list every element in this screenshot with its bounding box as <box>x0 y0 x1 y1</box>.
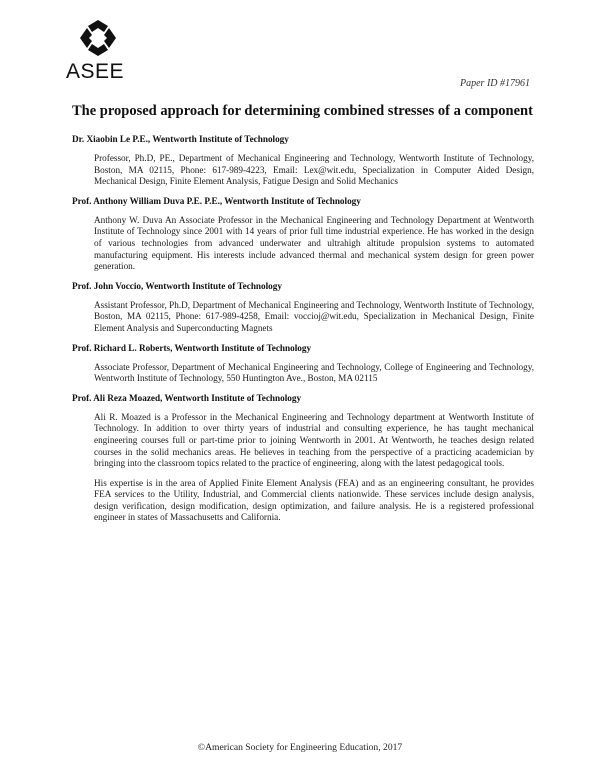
author-name: Prof. Ali Reza Moazed, Wentworth Institute of Technology <box>72 392 302 403</box>
asee-logo-icon <box>78 20 118 56</box>
logo-text: ASEE <box>66 60 125 83</box>
author-block-moazed <box>72 393 534 524</box>
author-bio: Assistant Professor, Ph.D, Department of Mechanical Engineering and Technology, Wentworth Institute of Technology, Boston, MA 02115, Phone: 617-989-4258, Email: voccioj@wit.edu, Specialization in Mechanical Design, Finite Element Analysis and Superconducting Magnets <box>94 299 534 333</box>
author-bio: Anthony W. Duva An Associate Professor in the Mechanical Engineering and Technology Department at Wentworth Institute of Technology since 2001 with 14 years of prior full time industrial experience. He has worked in the design of various technologies from advanced underwater and ultrahigh altitude propulsion systems to automated manufacturing equipment. His interests include advanced thermal and mechanical system design for green power generation. <box>94 214 534 272</box>
author-bio: Ali R. Moazed is a Professor in the Mechanical Engineering and Technology department at Wentworth Institute of Technology. In addition to over thirty years of industrial and consulting experience, he has taught mechanical engineering courses full or part-time prior to joining Wentworth in 2001. At Wentworth, he teaches design related courses in the solid mechanics areas. He believes in teaching from the perspective of a practicing academician by bringing into the classroom topics related to the practice of engineering, along with the latest pedagogical tools. <box>94 411 534 469</box>
author-list <box>72 134 534 532</box>
paper-id: Paper ID #17961 <box>460 78 530 89</box>
author-name: Dr. Xiaobin Le P.E., Wentworth Institute of Technology <box>72 134 289 144</box>
author-name: Prof. Richard L. Roberts, Wentworth Institute of Technology <box>72 342 312 353</box>
author-bio: Associate Professor, Department of Mechanical Engineering and Technology, College of Engineering and Technology, Wentworth Institute of Technology, 550 Huntington Ave., Boston, MA 02115 <box>94 361 534 384</box>
author-block-duva <box>72 196 534 273</box>
author-name: Prof. John Voccio, Wentworth Institute of Technology <box>72 280 282 291</box>
paper-title: The proposed approach for determining combined stresses of a component <box>72 103 533 119</box>
author-bio: Professor, Ph.D, PE., Department of Mechanical Engineering and Technology, Wentworth Institute of Technology, Boston, MA 02115, Phone: 617-989-4223, Email: Lex@wit.edu, Specialization in Computer Aided Design, Mechanical Design, Finite Element Analysis, Fatigue Design and Solid Mechanics <box>94 153 534 187</box>
author-bio-continued: His expertise is in the area of Applied Finite Element Analysis (FEA) and as an engineering consultant, he provides FEA services to the Utility, Industrial, and Commercial clients nationwide. These services include design analysis, design verification, design modification, design optimization, and failure analysis. He is a registered professional engineer in states of Massachusetts and California. <box>94 477 534 523</box>
author-name: Prof. Anthony William Duva P.E. P.E., Wentworth Institute of Technology <box>72 195 361 206</box>
author-block-roberts <box>72 343 534 385</box>
copyright-footer: ©American Society for Engineering Education, 2017 <box>197 742 403 753</box>
author-block-voccio <box>72 281 534 335</box>
author-block-le <box>72 134 534 188</box>
